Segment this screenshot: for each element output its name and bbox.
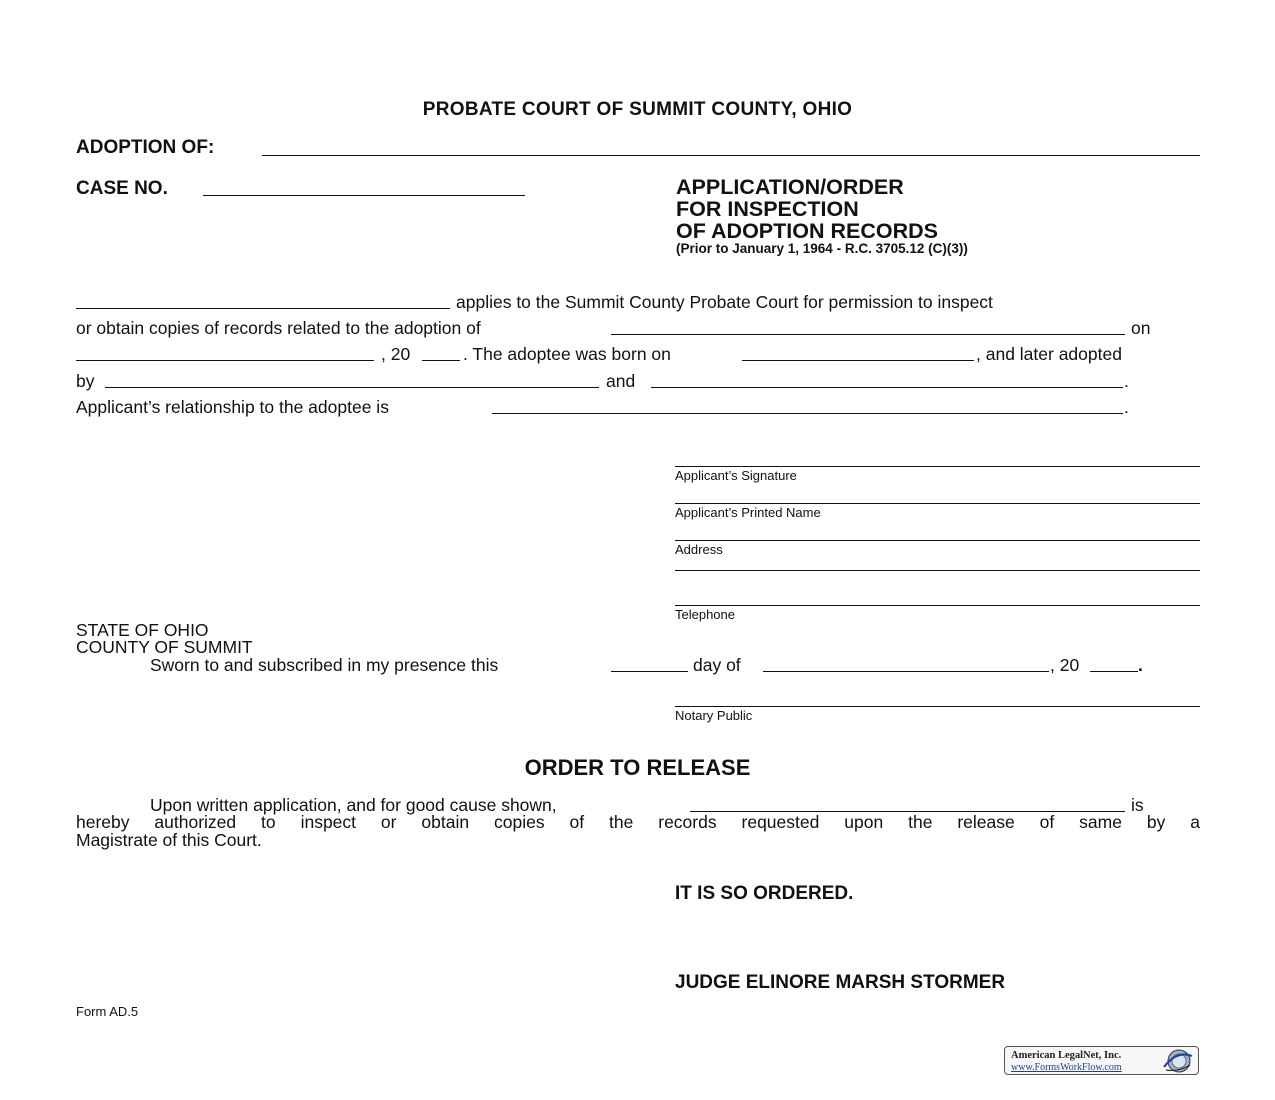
app-line5-relationship: Applicant’s relationship to the adoptee is xyxy=(76,397,389,417)
app-line2-text: or obtain copies of records related to the adoption of xyxy=(76,318,481,338)
adoptive-parent1-field[interactable] xyxy=(105,387,599,388)
app-line3-year-prefix: , 20 xyxy=(381,344,411,364)
judge-name: JUDGE ELINORE MARSH STORMER xyxy=(675,972,1006,993)
jurat-state: STATE OF OHIO xyxy=(76,620,209,640)
jurat-day-of: day of xyxy=(693,655,741,675)
address-line[interactable] xyxy=(675,540,1200,541)
order-p1-text: Upon written application, and for good cause shown, xyxy=(150,795,557,815)
telephone-label: Telephone xyxy=(675,607,735,622)
order-p2-text: hereby authorized to inspect or obtain copies of the records requested upon the release of same by a xyxy=(76,812,1200,832)
jurat-county: COUNTY OF SUMMIT xyxy=(76,637,253,657)
jurat-period: . xyxy=(1138,655,1143,675)
app-line4-by: by xyxy=(76,371,95,391)
adoption-date-field[interactable] xyxy=(76,360,374,361)
form-title-line3: OF ADOPTION RECORDS xyxy=(676,219,938,243)
american-legalnet-logo[interactable] xyxy=(1004,1046,1199,1075)
signature-line[interactable] xyxy=(675,466,1200,467)
order-p3-text: Magistrate of this Court. xyxy=(76,830,262,850)
address-label: Address xyxy=(675,542,723,557)
adoptive-parent2-field[interactable] xyxy=(651,387,1123,388)
signature-label: Applicant’s Signature xyxy=(675,468,797,483)
form-subtitle: (Prior to January 1, 1964 - R.C. 3705.12 (C)(3)) xyxy=(676,241,968,256)
form-title-line1: APPLICATION/ORDER xyxy=(676,175,904,199)
logo-url[interactable]: www.FormsWorkFlow.com xyxy=(1011,1062,1122,1073)
so-ordered: IT IS SO ORDERED. xyxy=(675,883,854,904)
app-line1-text: applies to the Summit County Probate Court for permission to inspect xyxy=(456,292,993,312)
form-title-line2: FOR INSPECTION xyxy=(676,197,859,221)
app-line3-born: . The adoptee was born on xyxy=(463,344,671,364)
app-line4-and: and xyxy=(606,371,636,391)
form-title xyxy=(676,176,968,256)
jurat-year-field[interactable] xyxy=(1090,671,1138,672)
applicant-name-field[interactable] xyxy=(76,308,450,309)
jurat-year-prefix: , 20 xyxy=(1050,655,1080,675)
adoption-year-field[interactable] xyxy=(422,360,460,361)
app-line4-period: . xyxy=(1124,371,1129,391)
court-title: PROBATE COURT OF SUMMIT COUNTY, OHIO xyxy=(422,99,853,120)
app-line3-later: , and later adopted xyxy=(976,344,1122,364)
address-line-2[interactable] xyxy=(675,570,1200,571)
logo-company-name: American LegalNet, Inc. xyxy=(1011,1050,1122,1061)
adoptee-name-field[interactable] xyxy=(611,334,1125,335)
app-line2-on: on xyxy=(1131,318,1151,338)
globe-icon xyxy=(1160,1048,1194,1074)
jurat-sworn-text: Sworn to and subscribed in my presence this xyxy=(150,655,499,675)
order-p1-is: is xyxy=(1131,795,1144,815)
adoption-of-field[interactable] xyxy=(262,155,1200,156)
telephone-line[interactable] xyxy=(675,605,1200,606)
relationship-field[interactable] xyxy=(492,413,1123,414)
case-no-field[interactable] xyxy=(203,195,525,196)
notary-label: Notary Public xyxy=(675,708,753,723)
jurat-day-field[interactable] xyxy=(611,671,688,672)
form-number: Form AD.5 xyxy=(76,1004,139,1019)
printed-name-label: Applicant’s Printed Name xyxy=(675,505,821,520)
case-no-label: CASE NO. xyxy=(76,178,168,199)
app-line5-period: . xyxy=(1124,397,1129,417)
adoption-of-label: ADOPTION OF: xyxy=(76,137,215,158)
birth-date-field[interactable] xyxy=(742,360,974,361)
jurat-month-field[interactable] xyxy=(763,671,1049,672)
printed-name-line[interactable] xyxy=(675,503,1200,504)
notary-line[interactable] xyxy=(675,706,1200,707)
order-heading: ORDER TO RELEASE xyxy=(524,755,751,780)
